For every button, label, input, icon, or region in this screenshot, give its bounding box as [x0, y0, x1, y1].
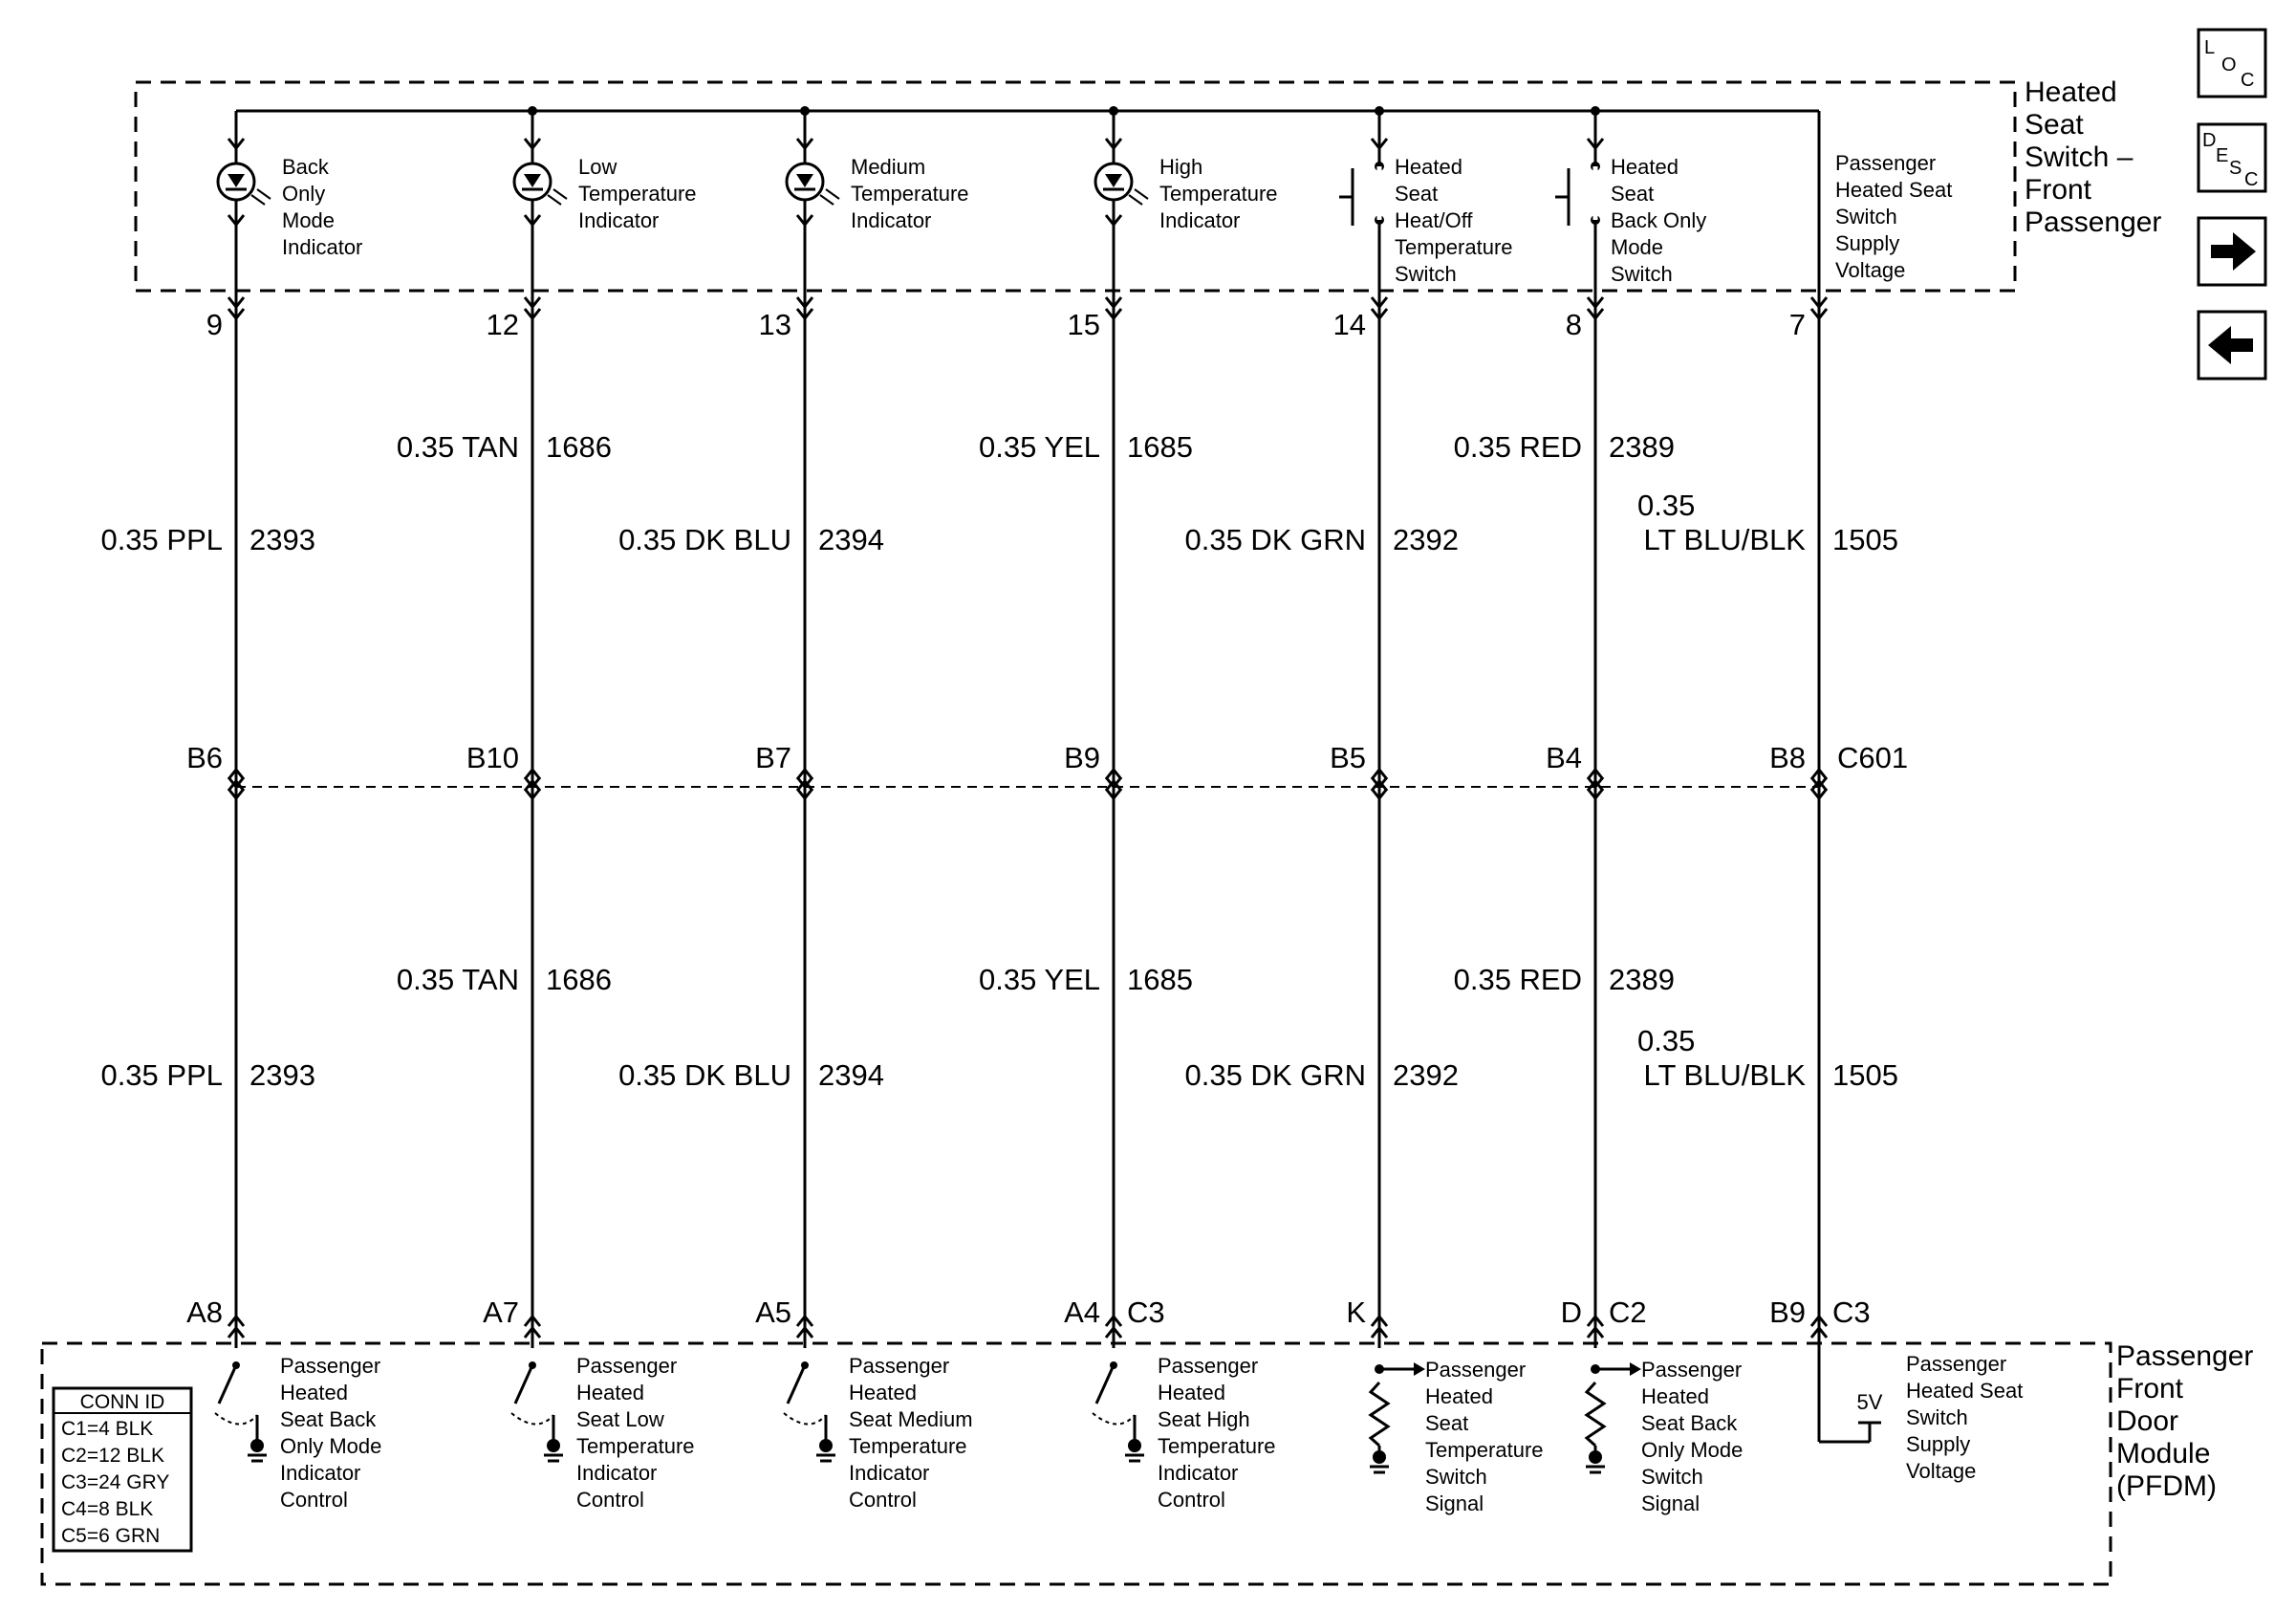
bottom-title-line-3: Door [2116, 1405, 2179, 1437]
wire-gauge-color: 0.35 PPL [100, 1058, 223, 1092]
top-component-label: High [1159, 155, 1203, 179]
ground-icon [1373, 1450, 1386, 1464]
wire-color: LT BLU/BLK [1643, 1058, 1806, 1092]
module-pin-number: B9 [1769, 1295, 1806, 1329]
module-function-label: Switch [1641, 1465, 1703, 1489]
module-function-label: Passenger [280, 1354, 381, 1378]
desc-letter: E [2216, 145, 2229, 166]
inline-pin-number: B6 [186, 741, 223, 774]
led-light-arrow [1129, 195, 1142, 205]
inline-pin-number: B10 [466, 741, 519, 774]
inline-pin-number: B7 [755, 741, 791, 774]
module-pin-number: A8 [186, 1295, 223, 1329]
top-component-label: Medium [851, 155, 926, 179]
module-function-label: Passenger [849, 1354, 950, 1378]
splice-dot [1109, 106, 1118, 116]
module-function-label: Seat Low [576, 1407, 664, 1431]
wire-circuit-number: 1685 [1127, 963, 1193, 996]
top-pin-number: 12 [486, 308, 519, 341]
conn-id-row: C5=6 GRN [61, 1525, 161, 1547]
wire-circuit-number: 2394 [818, 1058, 884, 1092]
module-function-label: Seat High [1158, 1407, 1250, 1431]
top-component-label: Seat [1395, 182, 1439, 206]
supply-voltage-value: 5V [1856, 1390, 1883, 1414]
driver-link [784, 1413, 826, 1425]
wire-circuit-number: 2392 [1393, 1058, 1459, 1092]
inline-connector-name: C601 [1837, 741, 1909, 774]
module-pin-number: A5 [755, 1295, 791, 1329]
wire-gauge: 0.35 [1637, 489, 1696, 522]
wire-circuit-number: 1505 [1832, 523, 1898, 556]
module-function-label: Indicator [280, 1461, 361, 1485]
wire-gauge-color: 0.35 DK BLU [618, 523, 791, 556]
top-pin-number: 8 [1565, 308, 1582, 341]
wire-circuit-number: 1686 [546, 963, 612, 996]
top-component-label: Low [578, 155, 617, 179]
module-function-label: Signal [1425, 1491, 1484, 1515]
driver-switch-icon [788, 1365, 805, 1404]
top-component-label: Indicator [851, 208, 932, 232]
diagram-labels [100, 308, 1898, 1329]
module-function-label: Indicator [576, 1461, 658, 1485]
led-light-arrow [548, 195, 561, 205]
module-function-label: Heated Seat [1906, 1379, 2024, 1403]
conn-id-title: CONN ID [79, 1391, 165, 1413]
module-connector-id: C3 [1127, 1295, 1165, 1329]
module-pin-number: K [1346, 1295, 1366, 1329]
top-component-label: Switch [1395, 262, 1457, 286]
module-function-label: Supply [1906, 1432, 1971, 1456]
inline-pin-number: B9 [1064, 741, 1100, 774]
top-title-line-2: Seat [2025, 109, 2084, 141]
loc-letter: O [2221, 54, 2237, 76]
wire-circuit-number: 1685 [1127, 430, 1193, 464]
inline-pin-number: B5 [1330, 741, 1366, 774]
wire-gauge-color: 0.35 DK GRN [1184, 523, 1366, 556]
previous-page-button[interactable] [2199, 312, 2265, 379]
arrow-right-icon [1414, 1362, 1425, 1376]
module-function-label: Seat [1425, 1411, 1469, 1435]
led-light-arrow [1135, 189, 1148, 199]
ground-icon [250, 1439, 264, 1452]
module-function-label: Heated [1158, 1381, 1225, 1404]
top-pin-number: 14 [1332, 308, 1366, 341]
module-function-label: Heated [576, 1381, 644, 1404]
arrow-right-icon [1630, 1362, 1641, 1376]
top-component-label: Heated [1611, 155, 1679, 179]
pfdm-internals [215, 1348, 2023, 1515]
conn-id-table [54, 1388, 191, 1551]
top-component-label: Switch [1835, 205, 1897, 229]
module-function-label: Switch [1906, 1405, 1968, 1429]
top-component-label: Temperature [1395, 235, 1513, 259]
location-button[interactable] [2199, 30, 2265, 97]
top-component-label: Seat [1611, 182, 1655, 206]
ground-icon [547, 1439, 560, 1452]
resistor-icon [1587, 1382, 1604, 1446]
wire-gauge-color: 0.35 YEL [979, 963, 1100, 996]
top-pin-number: 7 [1788, 308, 1806, 341]
conn-id-row: C4=8 BLK [61, 1498, 154, 1520]
top-component-label: Only [282, 182, 326, 206]
module-function-label: Passenger [576, 1354, 678, 1378]
top-component-label: Indicator [578, 208, 660, 232]
bottom-title-line-4: Module [2116, 1438, 2211, 1469]
module-function-label: Passenger [1158, 1354, 1259, 1378]
wire-circuit-number: 2393 [249, 523, 315, 556]
ground-icon [1128, 1439, 1141, 1452]
driver-link [215, 1413, 257, 1425]
driver-link [1093, 1413, 1135, 1425]
module-pin-number: A4 [1064, 1295, 1100, 1329]
wire-gauge-color: 0.35 YEL [979, 430, 1100, 464]
loc-letter: C [2241, 70, 2255, 91]
led-light-arrow [553, 189, 567, 199]
module-function-label: Heated [1641, 1384, 1709, 1408]
wire-gauge-color: 0.35 RED [1453, 430, 1582, 464]
top-component-label: Temperature [578, 182, 697, 206]
wire-gauge-color: 0.35 DK GRN [1184, 1058, 1366, 1092]
wire-gauge-color: 0.35 TAN [396, 430, 519, 464]
led-light-arrow [820, 195, 834, 205]
top-pin-number: 15 [1067, 308, 1100, 341]
module-function-label: Temperature [576, 1434, 695, 1458]
module-function-label: Control [576, 1488, 644, 1512]
wire-runs [228, 111, 1827, 1348]
top-component-title [2025, 76, 2161, 238]
module-function-label: Control [1158, 1488, 1225, 1512]
module-connector-id: C3 [1832, 1295, 1871, 1329]
module-function-label: Temperature [849, 1434, 967, 1458]
wire-gauge-color: 0.35 PPL [100, 523, 223, 556]
top-title-line-1: Heated [2025, 76, 2117, 108]
splice-dot [800, 106, 810, 116]
wire-color: LT BLU/BLK [1643, 523, 1806, 556]
module-function-label: Passenger [1641, 1358, 1743, 1382]
module-function-label: Signal [1641, 1491, 1700, 1515]
module-function-label: Only Mode [280, 1434, 382, 1458]
top-component-label: Temperature [1159, 182, 1278, 206]
top-component-label: Back Only [1611, 208, 1707, 232]
loc-letter: L [2204, 37, 2216, 58]
module-function-label: Indicator [849, 1461, 930, 1485]
module-function-label: Seat Back [280, 1407, 377, 1431]
driver-link [511, 1413, 553, 1425]
bottom-title-line-5: (PFDM) [2116, 1470, 2217, 1502]
module-function-label: Temperature [1158, 1434, 1276, 1458]
module-function-label: Temperature [1425, 1438, 1544, 1462]
wire-gauge-color: 0.35 TAN [396, 963, 519, 996]
top-component-label: Temperature [851, 182, 969, 206]
top-component-label: Switch [1611, 262, 1673, 286]
description-button[interactable] [2199, 124, 2265, 191]
module-function-label: Only Mode [1641, 1438, 1744, 1462]
splice-dot [528, 106, 537, 116]
conn-id-row: C3=24 GRY [61, 1471, 170, 1493]
driver-switch-icon [515, 1365, 532, 1404]
module-function-label: Switch [1425, 1465, 1487, 1489]
heated-seat-switch-outline [136, 82, 2015, 291]
module-pin-number: A7 [483, 1295, 519, 1329]
module-function-label: Heated [849, 1381, 917, 1404]
sense-node [1375, 1364, 1384, 1374]
module-function-label: Heated [1425, 1384, 1493, 1408]
wire-circuit-number: 2392 [1393, 523, 1459, 556]
driver-switch-icon [1096, 1365, 1114, 1404]
top-component-label: Heated Seat [1835, 178, 1953, 202]
next-page-button[interactable] [2199, 218, 2265, 285]
top-title-line-5: Passenger [2025, 207, 2162, 238]
splice-dot [1591, 106, 1600, 116]
module-function-label: Passenger [1425, 1358, 1527, 1382]
top-component-label: Voltage [1835, 258, 1906, 282]
top-component-label: Heated [1395, 155, 1462, 179]
bottom-title-line-2: Front [2116, 1373, 2184, 1404]
wire-gauge: 0.35 [1637, 1024, 1696, 1057]
led-light-arrow [257, 189, 271, 199]
wire-gauge-color: 0.35 RED [1453, 963, 1582, 996]
ground-icon [819, 1439, 833, 1452]
bottom-component-title [2116, 1340, 2253, 1502]
inline-pin-number: B8 [1769, 741, 1806, 774]
top-component-label: Indicator [1159, 208, 1241, 232]
module-function-label: Control [280, 1488, 348, 1512]
desc-letter: S [2229, 158, 2242, 179]
wire-circuit-number: 1686 [546, 430, 612, 464]
module-function-label: Heated [280, 1381, 348, 1404]
resistor-icon [1371, 1382, 1388, 1446]
heated-seat-switch-internals [218, 106, 1952, 286]
wire-circuit-number: 2393 [249, 1058, 315, 1092]
bottom-title-line-1: Passenger [2116, 1340, 2254, 1372]
module-pin-number: D [1560, 1295, 1582, 1329]
splice-dot [1375, 106, 1384, 116]
top-component-label: Passenger [1835, 151, 1937, 175]
conn-id-row: C1=4 BLK [61, 1418, 154, 1440]
module-function-label: Control [849, 1488, 917, 1512]
module-function-label: Indicator [1158, 1461, 1239, 1485]
top-pin-number: 13 [758, 308, 791, 341]
conn-id-row: C2=12 BLK [61, 1445, 164, 1467]
wire-circuit-number: 2394 [818, 523, 884, 556]
top-component-label: Mode [282, 208, 336, 232]
driver-switch-icon [219, 1365, 236, 1404]
top-component-label: Heat/Off [1395, 208, 1473, 232]
desc-letter: C [2244, 169, 2259, 190]
led-light-arrow [826, 189, 839, 199]
inline-pin-number: B4 [1546, 741, 1582, 774]
module-function-label: Voltage [1906, 1459, 1977, 1483]
top-component-label: Supply [1835, 231, 1900, 255]
top-component-label: Mode [1611, 235, 1664, 259]
top-component-label: Back [282, 155, 329, 179]
sense-node [1591, 1364, 1600, 1374]
top-title-line-3: Switch – [2025, 142, 2134, 173]
ground-icon [1589, 1450, 1602, 1464]
module-connector-id: C2 [1609, 1295, 1647, 1329]
wire-gauge-color: 0.35 DK BLU [618, 1058, 791, 1092]
module-function-label: Seat Medium [849, 1407, 973, 1431]
desc-letter: D [2202, 130, 2217, 151]
wire-circuit-number: 2389 [1609, 963, 1675, 996]
module-function-label: Passenger [1906, 1352, 2007, 1376]
led-light-arrow [251, 195, 265, 205]
top-title-line-4: Front [2025, 174, 2092, 206]
top-component-label: Indicator [282, 235, 363, 259]
module-function-label: Seat Back [1641, 1411, 1738, 1435]
top-pin-number: 9 [206, 308, 223, 341]
wire-circuit-number: 2389 [1609, 430, 1675, 464]
wire-circuit-number: 1505 [1832, 1058, 1898, 1092]
